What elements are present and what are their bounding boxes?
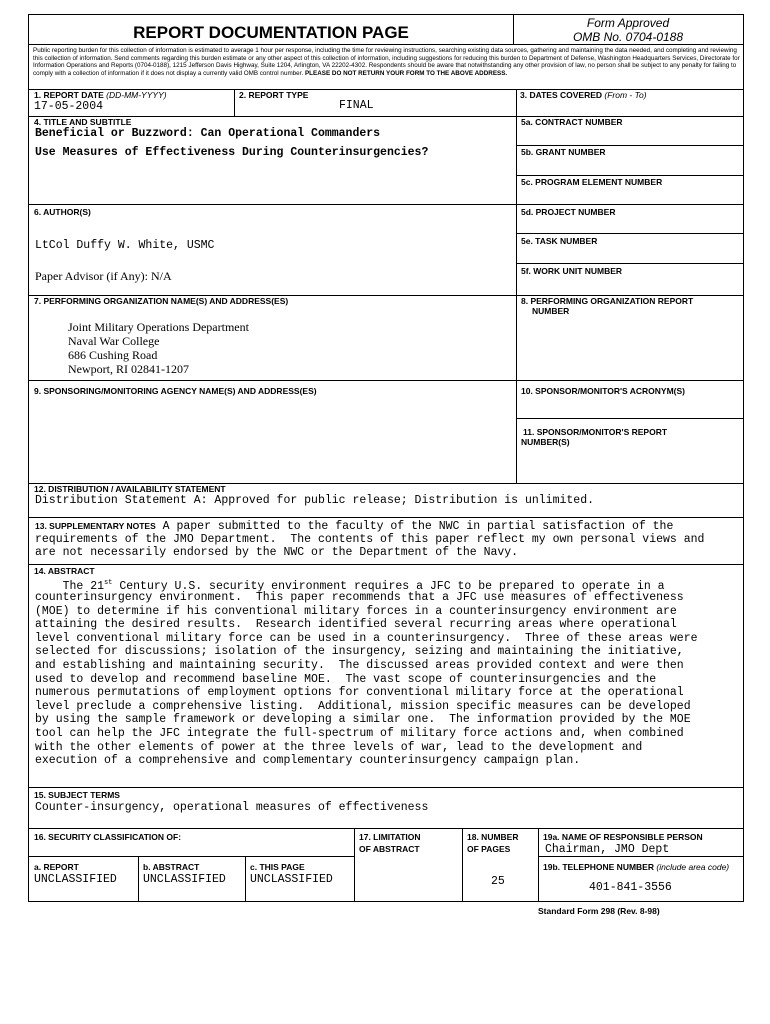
dates-covered-label: 3. DATES COVERED (From - To): [520, 90, 647, 100]
abstract-line: selected for discussions; isolation of the insurgency, seizing and maintaining the initiative,: [35, 645, 684, 659]
abstract-line: level preclude a comprehensive listing. Additional, mission specific measures can be developed: [35, 699, 691, 713]
report-documentation-form: [28, 14, 744, 902]
omb-number: OMB No. 0704-0188: [572, 30, 684, 44]
phone-label: 19b. TELEPHONE NUMBER (include area code): [543, 862, 730, 872]
distribution-label: 12. DISTRIBUTION / AVAILABILITY STATEMENT: [34, 484, 226, 494]
pages-value: 25: [491, 875, 505, 888]
burden-statement: Public reporting burden for this collection of information is estimated to average 1 hour per response, including the time for reviewing instructions, searching existing data sources, gathering and maintaining the data needed, and completing and reviewing this collection of information. Send comments regarding this burden estimate or any other aspect of this collection of information, including suggestions for reducing this burden to Department of Defense, Washington Headquarters Services, Directorate for Information Operations and Reports (0704-0188), 1215 Jefferson Davis Highway, Suite 1204, Arlington, VA 22202-4302. Respondents should be aware that notwithstanding any other provision of law, no person shall be subject to any penalty for failing to comply with a collection of information if it does not display a currently valid OMB control number. PLEASE DO NOT RETURN YOUR FORM TO THE ABOVE ADDRESS.: [33, 47, 740, 77]
work-unit-label: 5f. WORK UNIT NUMBER: [521, 266, 623, 276]
advisor-value: Paper Advisor (if Any): N/A: [35, 269, 172, 283]
performing-report-label-2: NUMBER: [532, 306, 570, 316]
supplementary-label: 13. SUPPLEMENTARY NOTES: [35, 521, 156, 531]
task-number-label: 5e. TASK NUMBER: [521, 236, 598, 246]
responsible-person-value: Chairman, JMO Dept: [545, 843, 670, 856]
org-line-2: Naval War College: [68, 334, 160, 348]
title-line-1: Beneficial or Buzzword: Can Operational Commanders: [35, 127, 381, 140]
report-date-label: 1. REPORT DATE (DD-MM-YYYY): [34, 90, 167, 100]
abstract-line: execution of a comprehensive and complementary counterinsurgency campaign plan.: [35, 754, 581, 768]
subject-terms-label: 15. SUBJECT TERMS: [34, 790, 120, 800]
performing-org-label: 7. PERFORMING ORGANIZATION NAME(S) AND ADDRESS(ES): [34, 296, 289, 306]
limitation-label: 17. LIMITATION: [359, 832, 421, 842]
standard-form-footer: Standard Form 298 (Rev. 8-98): [538, 906, 660, 916]
report-class-label: a. REPORT: [34, 862, 79, 872]
sponsor-report-label: 11. SPONSOR/MONITOR'S REPORT: [523, 427, 668, 437]
title-subtitle-label: 4. TITLE AND SUBTITLE: [34, 117, 132, 127]
program-element-label: 5c. PROGRAM ELEMENT NUMBER: [521, 177, 663, 187]
phone-value: 401-841-3556: [589, 881, 672, 894]
abstract-label: 14. ABSTRACT: [34, 566, 95, 576]
org-line-3: 686 Cushing Road: [68, 348, 158, 362]
abstract-line: with the other elements of power at the three levels of war, lead to the development and: [35, 740, 643, 754]
sponsor-acronym-label: 10. SPONSOR/MONITOR'S ACRONYM(S): [521, 386, 686, 396]
report-type-value: FINAL: [339, 99, 374, 112]
supplementary-line-2: requirements of the JMO Department. The contents of this paper reflect my own personal views and: [35, 533, 705, 546]
report-class-value: UNCLASSIFIED: [34, 873, 117, 886]
sponsoring-agency-label: 9. SPONSORING/MONITORING AGENCY NAME(S) AND ADDRESS(ES): [34, 386, 317, 396]
pages-label: 18. NUMBER: [467, 832, 519, 842]
author-value: LtCol Duffy W. White, USMC: [35, 239, 215, 252]
limitation-label-2: OF ABSTRACT: [359, 844, 420, 854]
abstract-line: and establishing and maintaining security. The discussed areas provided context and were then: [35, 659, 684, 672]
abstract-line: numerous permutations of employment options for conventional military force at the operational: [35, 686, 684, 700]
performing-report-label: 8. PERFORMING ORGANIZATION REPORT: [521, 296, 694, 306]
abstract-line: (MOE) to determine if his conventional military forces in a counterinsurgency environment are: [35, 604, 677, 618]
sponsor-report-label-2: NUMBER(S): [521, 437, 570, 447]
abstract-line: tool can help the JFC integrate the full-spectrum of military force actions and, when combined: [35, 727, 684, 740]
report-type-label: 2. REPORT TYPE: [239, 90, 309, 100]
responsible-person-label: 19a. NAME OF RESPONSIBLE PERSON: [543, 832, 703, 842]
abstract-line: used to develop and recommend baseline MOE. The vast scope of counterinsurgencies and the: [35, 672, 657, 686]
abstract-class-label: b. ABSTRACT: [143, 862, 200, 872]
contract-number-label: 5a. CONTRACT NUMBER: [521, 117, 623, 127]
abstract-line: by using the sample framework or developing a similar one. The information provided by the MOE: [35, 713, 691, 727]
security-classification-label: 16. SECURITY CLASSIFICATION OF:: [34, 832, 182, 842]
title-line-2: Use Measures of Effectiveness During Counterinsurgencies?: [35, 146, 429, 159]
form-title: REPORT DOCUMENTATION PAGE: [133, 23, 409, 42]
project-number-label: 5d. PROJECT NUMBER: [521, 207, 616, 217]
abstract-line: level conventional military force can be used in a counterinsurgency. Three of these areas were: [35, 631, 698, 645]
org-line-1: Joint Military Operations Department: [68, 320, 249, 334]
abstract-line: counterinsurgency environment. This paper recommends that a JFC use measures of effectiveness: [35, 591, 684, 604]
abstract-line: attaining the desired results. Research identified several recurring areas where operational: [35, 618, 677, 632]
report-date-value: 17-05-2004: [34, 100, 104, 113]
org-line-4: Newport, RI 02841-1207: [68, 362, 189, 376]
form-approved-label: Form Approved: [586, 16, 670, 30]
abstract-class-value: UNCLASSIFIED: [143, 873, 226, 886]
page-class-label: c. THIS PAGE: [250, 862, 305, 872]
page-class-value: UNCLASSIFIED: [250, 873, 333, 886]
subject-terms-value: Counter-insurgency, operational measures of effectiveness: [35, 801, 429, 814]
grant-number-label: 5b. GRANT NUMBER: [521, 147, 606, 157]
supplementary-line-1: 13. SUPPLEMENTARY NOTES A paper submitted to the faculty of the NWC in partial satisfaction of the: [35, 520, 674, 533]
authors-label: 6. AUTHOR(S): [34, 207, 91, 217]
pages-label-2: OF PAGES: [467, 844, 511, 854]
supplementary-line-3: are not necessarily endorsed by the NWC or the Department of the Navy.: [35, 546, 519, 559]
distribution-value: Distribution Statement A: Approved for public release; Distribution is unlimited.: [35, 494, 594, 507]
abstract-line-1: The 21st Century U.S. security environment requires a JFC to be prepared to operate in a: [35, 579, 665, 593]
